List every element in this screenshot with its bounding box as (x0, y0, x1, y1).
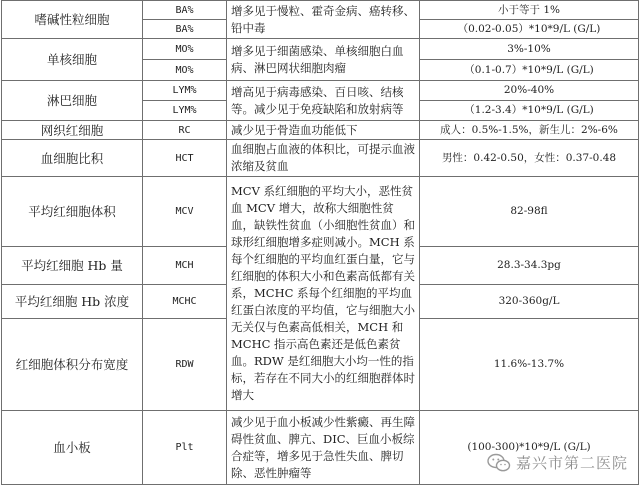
item-abbr: LYM% (143, 81, 227, 101)
item-abbr: MO% (143, 39, 227, 60)
item-reference: （0.02-0.05）*10*9/L (G/L) (420, 20, 639, 39)
item-name: 嗜碱性粒细胞 (2, 1, 143, 39)
item-reference: 82-98fl (420, 177, 639, 247)
item-reference: (100-300)*10*9/L (G/L) (420, 411, 639, 485)
item-reference: 小于等于 1% (420, 1, 639, 20)
item-reference: （1.2-3.4）*10*9/L (G/L) (420, 101, 639, 121)
table-row (2, 81, 639, 101)
item-name: 网织红细胞 (2, 121, 143, 140)
item-name: 单核细胞 (2, 39, 143, 81)
item-name: 红细胞体积分布宽度 (2, 319, 143, 411)
item-abbr: MO% (143, 60, 227, 81)
item-abbr: MCV (143, 177, 227, 247)
item-abbr: HCT (143, 140, 227, 177)
item-description: 减少见于血小板减少性紫癜、再生障碍性贫血、脾亢、DIC、巨血小板综合症等，增多见于急性失血、脾切除、恶性肿瘤等 (227, 411, 420, 485)
item-abbr: BA% (143, 20, 227, 39)
item-name: 平均红细胞体积 (2, 177, 143, 247)
watermark-text: 嘉兴市第二医院 (515, 454, 628, 472)
item-abbr: BA% (143, 1, 227, 20)
item-reference: 20%-40% (420, 81, 639, 101)
table-row (2, 140, 639, 177)
table-row (2, 121, 639, 140)
item-description: 血细胞占血液的体积比，可提示血液浓缩及贫血 (227, 140, 420, 177)
item-reference: 男性：0.42-0.50，女性：0.37-0.48 (420, 140, 639, 177)
item-description: MCV 系红细胞的平均大小，恶性贫血 MCV 增大，故称大细胞性贫血，缺铁性贫血（小细胞性贫血）和球形红细胞增多症则减小。MCH 系每个红细胞的平均血红蛋白量，它与红细胞的体积大小和色素高低都有关系，MCHC 系每个红细胞的平均血红蛋白浓度的平均值，它与细胞大小无关仅与色素高低相关，MCH 和 MCHC 指示高色素还是低色素贫血。RDW 是红细胞大小均一性的指标，若存在不同大小的红细胞群体时增大 (227, 177, 420, 411)
item-abbr: MCHC (143, 285, 227, 319)
item-description: 减少见于骨造血功能低下 (227, 121, 420, 140)
item-reference: 11.6%-13.7% (420, 319, 639, 411)
item-reference: 成人：0.5%-1.5%，新生儿：2%-6% (420, 121, 639, 140)
wechat-icon (487, 453, 511, 473)
item-name: 淋巴细胞 (2, 81, 143, 121)
blood-test-table (1, 0, 639, 485)
item-description: 增多见于细菌感染、单核细胞白血病、淋巴网状细胞肉瘤 (227, 39, 420, 81)
item-description: 增多见于慢粒、霍奇金病、癌转移、铅中毒 (227, 1, 420, 39)
table-row (2, 177, 639, 247)
item-abbr: MCH (143, 247, 227, 285)
item-name: 血细胞比积 (2, 140, 143, 177)
table-row (2, 39, 639, 60)
item-name: 平均红细胞 Hb 量 (2, 247, 143, 285)
item-abbr: LYM% (143, 101, 227, 121)
item-abbr: Plt (143, 411, 227, 485)
item-reference: 3%-10% (420, 39, 639, 60)
item-description: 增高见于病毒感染、百日咳、结核等。减少见于免疫缺陷和放射病等 (227, 81, 420, 121)
watermark (487, 452, 628, 473)
item-reference: 28.3-34.3pg (420, 247, 639, 285)
table-row (2, 411, 639, 485)
item-reference: （0.1-0.7）*10*9/L (G/L) (420, 60, 639, 81)
item-abbr: RDW (143, 319, 227, 411)
table-row (2, 1, 639, 20)
item-name: 平均红细胞 Hb 浓度 (2, 285, 143, 319)
item-name: 血小板 (2, 411, 143, 485)
item-abbr: RC (143, 121, 227, 140)
item-reference: 320-360g/L (420, 285, 639, 319)
